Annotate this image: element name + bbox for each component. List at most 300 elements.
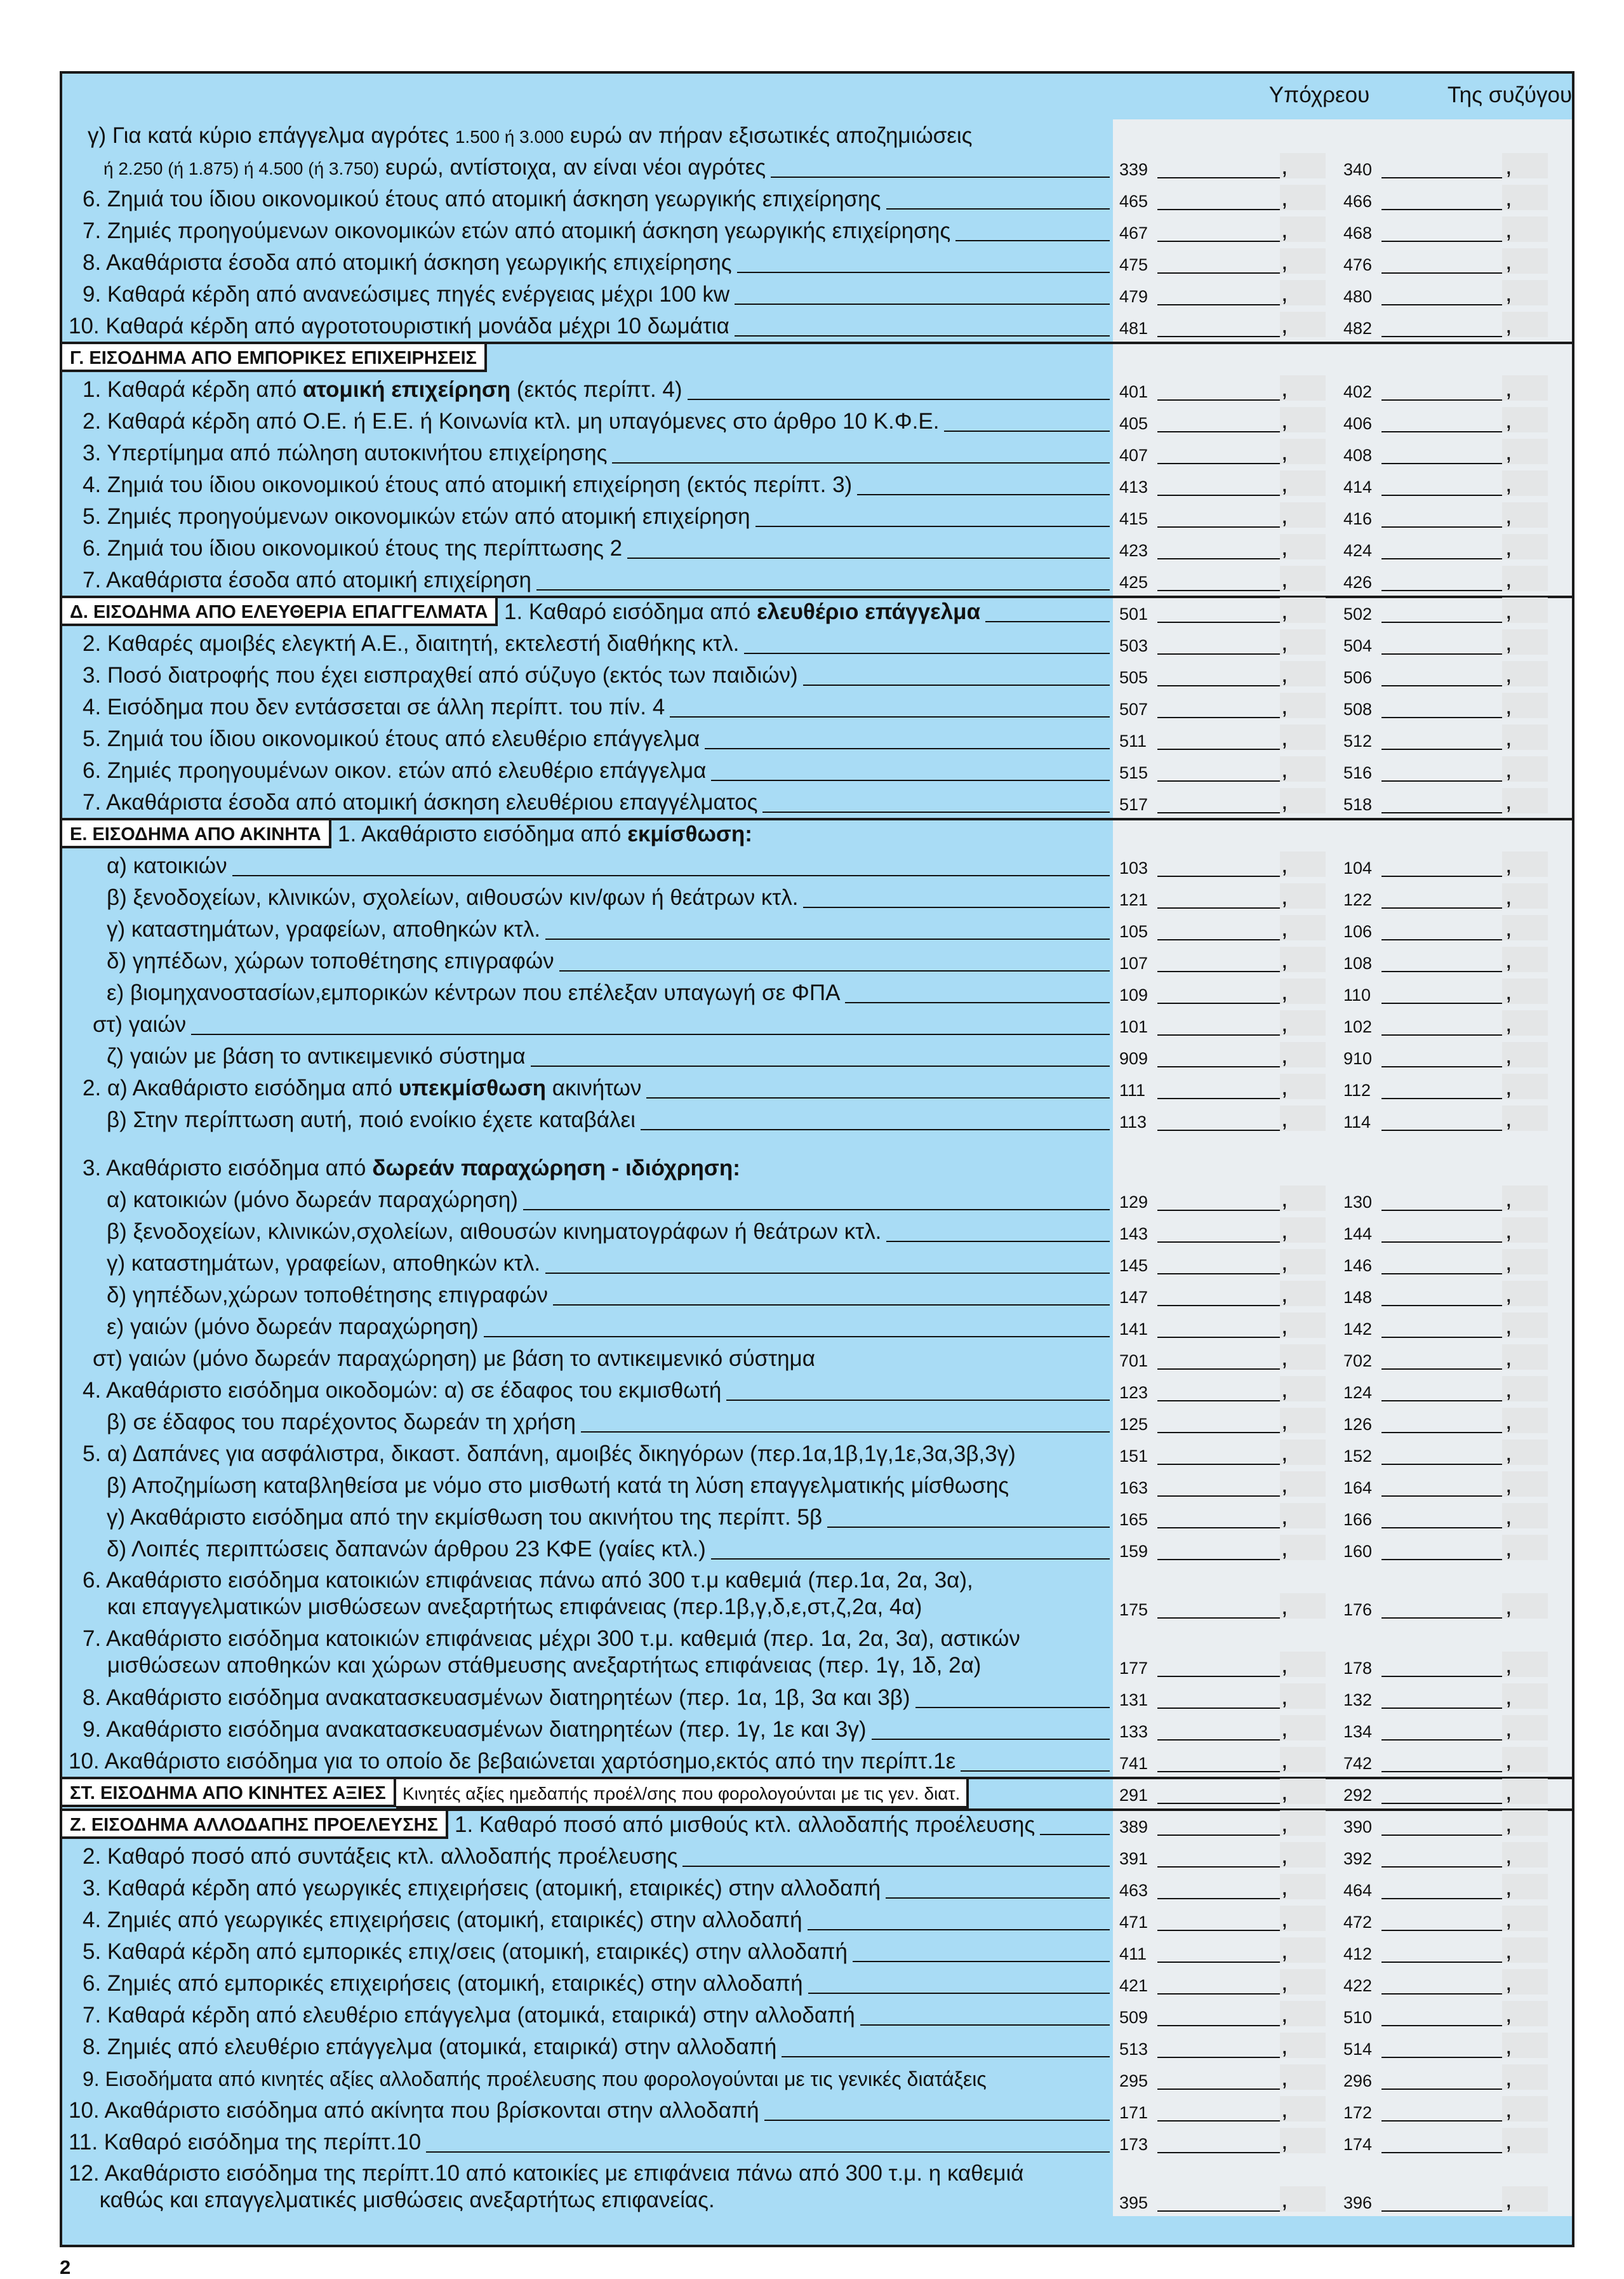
decimal-comma: , (1281, 2186, 1288, 2213)
taxpayer-amount-field[interactable] (1157, 1438, 1326, 1466)
spouse-amount-field[interactable] (1381, 850, 1548, 878)
field-underline (1157, 780, 1280, 782)
leader-line (484, 1336, 1110, 1337)
taxpayer-amount-field[interactable] (1157, 1343, 1326, 1371)
spouse-amount-field[interactable] (1381, 1534, 1548, 1561)
spouse-amount-field[interactable] (1381, 2185, 1548, 2213)
spouse-amount-field[interactable] (1381, 1809, 1548, 1837)
decimal-comma: , (1505, 1471, 1512, 1498)
decimal-comma: , (1505, 1408, 1512, 1434)
row-label: ζ) γαιών με βάση το αντικειμενικό σύστημα (107, 1044, 526, 1069)
field-underline (1157, 2089, 1280, 2090)
taxpayer-amount-field[interactable] (1157, 2000, 1326, 2028)
field-code: 506 (1343, 668, 1373, 687)
decimal-comma: , (1281, 1937, 1288, 1964)
taxpayer-amount-field[interactable] (1157, 2095, 1326, 2123)
taxpayer-amount-field[interactable] (1157, 1470, 1326, 1498)
decimal-comma: , (1505, 185, 1512, 211)
field-underline (1157, 336, 1280, 337)
taxpayer-amount-field[interactable] (1157, 1936, 1326, 1964)
taxpayer-amount-field[interactable] (1157, 469, 1326, 497)
decimal-comma: , (1281, 1471, 1288, 1498)
taxpayer-amount-field[interactable] (1157, 596, 1326, 624)
taxpayer-amount-field[interactable] (1157, 755, 1326, 783)
leader-line (688, 399, 1110, 400)
row-label: γ) Για κατά κύριο επάγγελμα αγρότες 1.500 ή 3.000 ευρώ αν πήραν εξισωτικές αποζημιώσεις (88, 123, 973, 148)
field-underline (1381, 971, 1502, 972)
section-title: Δ. ΕΙΣΟΔΗΜΑ ΑΠΟ ΕΛΕΥΘΕΡΙΑ ΕΠΑΓΓΕΛΜΑΤΑ (62, 598, 498, 626)
leader-line (1040, 1834, 1110, 1835)
taxpayer-amount-field[interactable] (1157, 184, 1326, 211)
field-underline (1157, 1241, 1280, 1243)
form-row (62, 1533, 1572, 1565)
section-header-row (62, 344, 1572, 373)
field-code: 144 (1343, 1224, 1373, 1243)
spouse-amount-field[interactable] (1381, 247, 1548, 275)
field-code: 160 (1343, 1542, 1373, 1561)
field-code: 423 (1119, 541, 1148, 560)
decimal-comma: , (1505, 725, 1512, 751)
taxpayer-amount-field[interactable] (1157, 438, 1326, 465)
spouse-amount-field[interactable] (1381, 692, 1548, 719)
taxpayer-amount-field[interactable] (1157, 787, 1326, 815)
section-d (62, 596, 1572, 818)
field-underline (1381, 2210, 1502, 2212)
decimal-comma: , (1505, 1810, 1512, 1837)
spouse-amount-field[interactable] (1381, 723, 1548, 751)
taxpayer-amount-field[interactable] (1157, 1682, 1326, 1710)
field-code: 102 (1343, 1017, 1373, 1036)
field-underline (1381, 2089, 1502, 2090)
form-row (62, 564, 1572, 596)
page-number: 2 (60, 2256, 71, 2278)
taxpayer-amount-field[interactable] (1157, 533, 1326, 561)
field-code: 516 (1343, 763, 1373, 782)
spouse-amount-field[interactable] (1381, 438, 1548, 465)
decimal-comma: , (1281, 1535, 1288, 1561)
spouse-amount-field[interactable] (1381, 1184, 1548, 1212)
decimal-comma: , (1281, 185, 1288, 211)
row-label: ή 2.250 (ή 1.875) ή 4.500 (ή 3.750) ευρώ, αντίστοιχα, αν είναι νέοι αγρότες (103, 155, 766, 180)
leader-line (581, 1431, 1110, 1433)
taxpayer-amount-field[interactable] (1157, 1375, 1326, 1403)
field-underline (1157, 495, 1280, 496)
decimal-comma: , (1281, 1683, 1288, 1710)
spouse-amount-field[interactable] (1381, 1714, 1548, 1742)
spouse-amount-field[interactable] (1381, 1280, 1548, 1307)
form-row (62, 1008, 1572, 1040)
spouse-amount-field[interactable] (1381, 1502, 1548, 1530)
spouse-amount-field[interactable] (1381, 1009, 1548, 1037)
decimal-comma: , (1281, 661, 1288, 688)
spouse-amount-field[interactable] (1381, 1073, 1548, 1100)
decimal-comma: , (1505, 1593, 1512, 1620)
taxpayer-amount-field[interactable] (1157, 565, 1326, 592)
taxpayer-amount-field[interactable] (1157, 1650, 1326, 1678)
spouse-amount-field[interactable] (1381, 914, 1548, 942)
spouse-amount-field[interactable] (1381, 2063, 1548, 2091)
row-label: 5. Ζημιά του ίδιου οικονομικού έτους από ελευθέριο επάγγελμα (83, 726, 700, 751)
decimal-comma: , (1281, 1344, 1288, 1371)
field-code: 104 (1343, 859, 1373, 878)
form-row (62, 1935, 1572, 1967)
field-underline (1381, 1708, 1502, 1709)
field-code: 163 (1119, 1478, 1148, 1497)
field-underline (1157, 1368, 1280, 1370)
field-code: 296 (1343, 2071, 1373, 2090)
spouse-amount-field[interactable] (1381, 1104, 1548, 1132)
decimal-comma: , (1505, 756, 1512, 783)
field-code: 511 (1119, 732, 1147, 751)
decimal-comma: , (1281, 756, 1288, 783)
row-label: 1. Καθαρά κέρδη από ατομική επιχείρηση (εκτός περίπτ. 4) (83, 377, 682, 402)
field-underline (1157, 590, 1280, 591)
taxpayer-amount-field[interactable] (1157, 1873, 1326, 1901)
spouse-amount-field[interactable] (1381, 628, 1548, 656)
row-label: β) Αποζημίωση καταβληθείσα με νόμο στο μισθωτή κατά τη λύση επαγγελματικής μίσθωσης (107, 1473, 1009, 1498)
form-row (62, 2062, 1572, 2094)
form-row (62, 215, 1572, 246)
row-label: 6. Ζημιά του ίδιου οικονομικού έτους της περίπτωσης 2 (83, 536, 623, 561)
section-z (62, 1808, 1572, 2216)
spouse-amount-field[interactable] (1381, 406, 1548, 434)
leader-line (627, 558, 1110, 559)
field-code: 512 (1343, 732, 1373, 751)
spouse-amount-field[interactable] (1381, 184, 1548, 211)
row-label: 10. Ακαθάριστο εισόδημα από ακίνητα που βρίσκονται στην αλλοδαπή (69, 2098, 759, 2123)
spouse-amount-field[interactable] (1381, 1777, 1548, 1805)
taxpayer-amount-field[interactable] (1157, 1534, 1326, 1561)
field-code: 159 (1119, 1542, 1148, 1561)
leader-line (744, 653, 1110, 654)
decimal-comma: , (1281, 566, 1288, 592)
field-underline (1381, 1930, 1502, 1931)
taxpayer-amount-field[interactable] (1157, 374, 1326, 402)
field-code: 129 (1119, 1193, 1148, 1212)
spouse-amount-field[interactable] (1381, 1592, 1548, 1620)
taxpayer-amount-field[interactable] (1157, 1280, 1326, 1307)
spouse-amount-field[interactable] (1381, 2031, 1548, 2059)
decimal-comma: , (1281, 502, 1288, 529)
form-row (62, 2094, 1572, 2126)
field-underline (1157, 907, 1280, 909)
spouse-amount-field[interactable] (1381, 215, 1548, 243)
taxpayer-amount-field[interactable] (1157, 723, 1326, 751)
spouse-amount-field[interactable] (1381, 2000, 1548, 2028)
field-underline (1381, 907, 1502, 909)
field-code: 413 (1119, 478, 1148, 497)
field-underline (1381, 653, 1502, 655)
decimal-comma: , (1505, 1249, 1512, 1276)
field-underline (1381, 1835, 1502, 1836)
field-underline (1157, 2120, 1280, 2122)
decimal-comma: , (1505, 629, 1512, 656)
leader-line (559, 970, 1110, 972)
spouse-amount-field[interactable] (1381, 565, 1548, 592)
taxpayer-amount-field[interactable] (1157, 2127, 1326, 2155)
form-row (62, 373, 1572, 405)
field-underline (1157, 1559, 1280, 1560)
spouse-amount-field[interactable] (1381, 501, 1548, 529)
leader-line (755, 526, 1110, 527)
field-underline (1381, 1400, 1502, 1401)
decimal-comma: , (1505, 375, 1512, 402)
spouse-amount-field[interactable] (1381, 533, 1548, 561)
field-code: 510 (1343, 2008, 1373, 2027)
row-label: 7. Καθαρά κέρδη από ελευθέριο επάγγελμα (ατομικά, εταιρικά) στην αλλοδαπή (83, 2003, 855, 2028)
leader-line (711, 1558, 1110, 1560)
taxpayer-amount-field[interactable] (1157, 1809, 1326, 1837)
row-label: 6. Ζημιές από εμπορικές επιχειρήσεις (ατομική, εταιρικές) στην αλλοδαπή (83, 1971, 803, 1996)
taxpayer-amount-field[interactable] (1157, 2185, 1326, 2213)
spouse-amount-field[interactable] (1381, 755, 1548, 783)
field-underline (1381, 1130, 1502, 1131)
field-underline (1381, 431, 1502, 432)
section-header-row (62, 1779, 1572, 1808)
spouse-amount-field[interactable] (1381, 1407, 1548, 1434)
taxpayer-amount-field[interactable] (1157, 882, 1326, 910)
taxpayer-amount-field[interactable] (1157, 311, 1326, 338)
field-underline (1157, 1400, 1280, 1401)
spouse-amount-field[interactable] (1381, 1216, 1548, 1244)
spouse-amount-field[interactable] (1381, 977, 1548, 1005)
spouse-amount-field[interactable] (1381, 1936, 1548, 1964)
leader-line (782, 2056, 1110, 2057)
spouse-amount-field[interactable] (1381, 787, 1548, 815)
field-underline (1381, 1273, 1502, 1274)
row-label: γ) καταστημάτων, γραφείων, αποθηκών κτλ. (107, 917, 541, 942)
taxpayer-amount-field[interactable] (1157, 1216, 1326, 1244)
row-label: στ) γαιών (μόνο δωρεάν παραχώρηση) με βάση το αντικειμενικό σύστημα (93, 1346, 815, 1371)
field-underline (1157, 2025, 1280, 2026)
field-code: 468 (1343, 224, 1373, 243)
form-row (62, 310, 1572, 342)
form-row (62, 850, 1572, 881)
spouse-amount-field[interactable] (1381, 1375, 1548, 1403)
taxpayer-amount-field[interactable] (1157, 1248, 1326, 1276)
field-underline (1157, 526, 1280, 528)
spouse-amount-field[interactable] (1381, 1041, 1548, 1069)
taxpayer-amount-field[interactable] (1157, 660, 1326, 688)
decimal-comma: , (1505, 1440, 1512, 1466)
taxpayer-amount-field[interactable] (1157, 628, 1326, 656)
decimal-comma: , (1505, 439, 1512, 465)
field-code: 126 (1343, 1415, 1373, 1434)
taxpayer-amount-field[interactable] (1157, 850, 1326, 878)
field-underline (1381, 1527, 1502, 1528)
spouse-amount-field[interactable] (1381, 1650, 1548, 1678)
spouse-amount-field[interactable] (1381, 1248, 1548, 1276)
taxpayer-amount-field[interactable] (1157, 1407, 1326, 1434)
spouse-amount-field[interactable] (1381, 1841, 1548, 1869)
field-code: 701 (1119, 1351, 1148, 1370)
field-code: 291 (1119, 1786, 1148, 1805)
field-underline (1157, 304, 1280, 305)
form-row (62, 119, 1572, 151)
field-underline (1157, 1210, 1280, 1211)
decimal-comma: , (1505, 153, 1512, 180)
spouse-amount-field[interactable] (1381, 374, 1548, 402)
leader-line (857, 494, 1110, 495)
leader-line (191, 1034, 1110, 1035)
taxpayer-amount-field[interactable] (1157, 1968, 1326, 1996)
field-code: 143 (1119, 1224, 1148, 1243)
spouse-amount-field[interactable] (1381, 152, 1548, 180)
form-row (62, 500, 1572, 532)
decimal-comma: , (1281, 2096, 1288, 2123)
spouse-amount-field[interactable] (1381, 1968, 1548, 1996)
field-underline (1157, 2210, 1280, 2212)
decimal-comma: , (1505, 979, 1512, 1005)
taxpayer-amount-field[interactable] (1157, 1714, 1326, 1742)
field-code: 114 (1343, 1113, 1371, 1132)
spouse-amount-field[interactable] (1381, 1682, 1548, 1710)
field-underline (1157, 399, 1280, 401)
taxpayer-amount-field[interactable] (1157, 2063, 1326, 2091)
spouse-amount-field[interactable] (1381, 946, 1548, 973)
taxpayer-amount-field[interactable] (1157, 279, 1326, 307)
field-underline (1157, 177, 1280, 178)
taxpayer-amount-field[interactable] (1157, 1746, 1326, 1774)
taxpayer-amount-field[interactable] (1157, 1904, 1326, 1932)
field-code: 166 (1343, 1510, 1373, 1529)
form-row (62, 1623, 1572, 1681)
row-label: 5. α) Δαπάνες για ασφάλιστρα, δικαστ. δαπάνη, αμοιβές δικηγόρων (περ.1α,1β,1γ,1ε,3α,3β,3γ) (83, 1441, 1016, 1466)
field-code: 123 (1119, 1383, 1148, 1402)
field-underline (1157, 558, 1280, 559)
decimal-comma: , (1505, 1652, 1512, 1678)
taxpayer-amount-field[interactable] (1157, 215, 1326, 243)
decimal-comma: , (1505, 598, 1512, 624)
taxpayer-amount-field[interactable] (1157, 1502, 1326, 1530)
field-code: 151 (1119, 1447, 1148, 1466)
decimal-comma: , (1281, 1042, 1288, 1069)
taxpayer-amount-field[interactable] (1157, 1104, 1326, 1132)
form-row (62, 1342, 1572, 1374)
spouse-amount-field[interactable] (1381, 882, 1548, 910)
decimal-comma: , (1505, 312, 1512, 338)
field-underline (1157, 1739, 1280, 1741)
field-underline (1381, 272, 1502, 274)
field-code: 141 (1119, 1320, 1148, 1339)
field-code: 109 (1119, 986, 1148, 1005)
spouse-amount-field[interactable] (1381, 2127, 1548, 2155)
leader-line (735, 304, 1110, 305)
leader-line (523, 1209, 1110, 1210)
row-label: β) σε έδαφος του παρέχοντος δωρεάν τη χρήση (107, 1410, 576, 1434)
spouse-amount-field[interactable] (1381, 1470, 1548, 1498)
spouse-amount-field[interactable] (1381, 469, 1548, 497)
field-code: 412 (1343, 1944, 1373, 1963)
taxpayer-amount-field[interactable] (1157, 977, 1326, 1005)
field-underline (1157, 209, 1280, 210)
field-underline (1381, 780, 1502, 782)
tax-form-page (60, 71, 1574, 2247)
field-code: 176 (1343, 1600, 1373, 1619)
taxpayer-amount-field[interactable] (1157, 946, 1326, 973)
leader-line (860, 2024, 1110, 2026)
field-code: 741 (1119, 1754, 1148, 1773)
section-st (62, 1777, 1572, 1808)
form-row (62, 977, 1572, 1008)
form-row (62, 881, 1572, 913)
field-underline (1157, 971, 1280, 972)
decimal-comma: , (1505, 915, 1512, 942)
spouse-amount-field[interactable] (1381, 1746, 1548, 1774)
spouse-amount-field[interactable] (1381, 311, 1548, 338)
decimal-comma: , (1281, 1969, 1288, 1996)
field-underline (1381, 1676, 1502, 1677)
decimal-comma: , (1505, 1106, 1512, 1132)
taxpayer-amount-field[interactable] (1157, 1777, 1326, 1805)
taxpayer-amount-field[interactable] (1157, 406, 1326, 434)
spouse-amount-field[interactable] (1381, 2095, 1548, 2123)
taxpayer-amount-field[interactable] (1157, 1311, 1326, 1339)
column-header-spouse: Της συζύγου (1447, 83, 1573, 107)
field-underline (1381, 1771, 1502, 1772)
taxpayer-amount-field[interactable] (1157, 692, 1326, 719)
field-underline (1381, 1337, 1502, 1338)
taxpayer-amount-field[interactable] (1157, 1073, 1326, 1100)
row-label: 11. Καθαρό εισόδημα της περίπτ.10 (69, 2130, 422, 2155)
taxpayer-amount-field[interactable] (1157, 1009, 1326, 1037)
spouse-amount-field[interactable] (1381, 1311, 1548, 1339)
row-label: 3. Ποσό διατροφής που έχει εισπραχθεί από σύζυγο (εκτός των παιδιών) (83, 663, 798, 688)
form-row (62, 469, 1572, 500)
taxpayer-amount-field[interactable] (1157, 1041, 1326, 1069)
decimal-comma: , (1281, 1217, 1288, 1244)
spouse-amount-field[interactable] (1381, 660, 1548, 688)
field-underline (1381, 1210, 1502, 1211)
taxpayer-amount-field[interactable] (1157, 247, 1326, 275)
decimal-comma: , (1281, 2033, 1288, 2059)
row-label: 6. Ζημιές προηγουμένων οικον. ετών από ελευθέριο επάγγελμα (83, 758, 707, 783)
spouse-amount-field[interactable] (1381, 1438, 1548, 1466)
field-underline (1381, 1464, 1502, 1465)
spouse-amount-field[interactable] (1381, 1904, 1548, 1932)
taxpayer-amount-field[interactable] (1157, 914, 1326, 942)
spouse-amount-field[interactable] (1381, 1343, 1548, 1371)
taxpayer-amount-field[interactable] (1157, 152, 1326, 180)
field-underline (1381, 336, 1502, 337)
field-underline (1381, 1066, 1502, 1067)
decimal-comma: , (1505, 883, 1512, 910)
form-row (62, 913, 1572, 945)
spouse-amount-field[interactable] (1381, 279, 1548, 307)
decimal-comma: , (1505, 1842, 1512, 1869)
row-label: 4. Ακαθάριστο εισόδημα οικοδομών: α) σε έδαφος του εκμισθωτή (83, 1378, 722, 1403)
decimal-comma: , (1505, 1874, 1512, 1901)
leader-line (944, 431, 1110, 432)
spouse-amount-field[interactable] (1381, 596, 1548, 624)
form-row (62, 278, 1572, 310)
taxpayer-amount-field[interactable] (1157, 1841, 1326, 1869)
section-title: Γ. ΕΙΣΟΔΗΜΑ ΑΠΟ ΕΜΠΟΡΙΚΕΣ ΕΠΙΧΕΙΡΗΣΕΙΣ (62, 344, 487, 372)
taxpayer-amount-field[interactable] (1157, 1184, 1326, 1212)
form-row (62, 1247, 1572, 1279)
leader-line (646, 1097, 1110, 1099)
field-underline (1157, 1273, 1280, 1274)
taxpayer-amount-field[interactable] (1157, 2031, 1326, 2059)
field-code: 424 (1343, 541, 1373, 560)
field-code: 479 (1119, 287, 1148, 306)
field-underline (1157, 1962, 1280, 1963)
taxpayer-amount-field[interactable] (1157, 501, 1326, 529)
spouse-amount-field[interactable] (1381, 1873, 1548, 1901)
form-row (62, 532, 1572, 564)
form-row (62, 1501, 1572, 1533)
taxpayer-amount-field[interactable] (1157, 1592, 1326, 1620)
